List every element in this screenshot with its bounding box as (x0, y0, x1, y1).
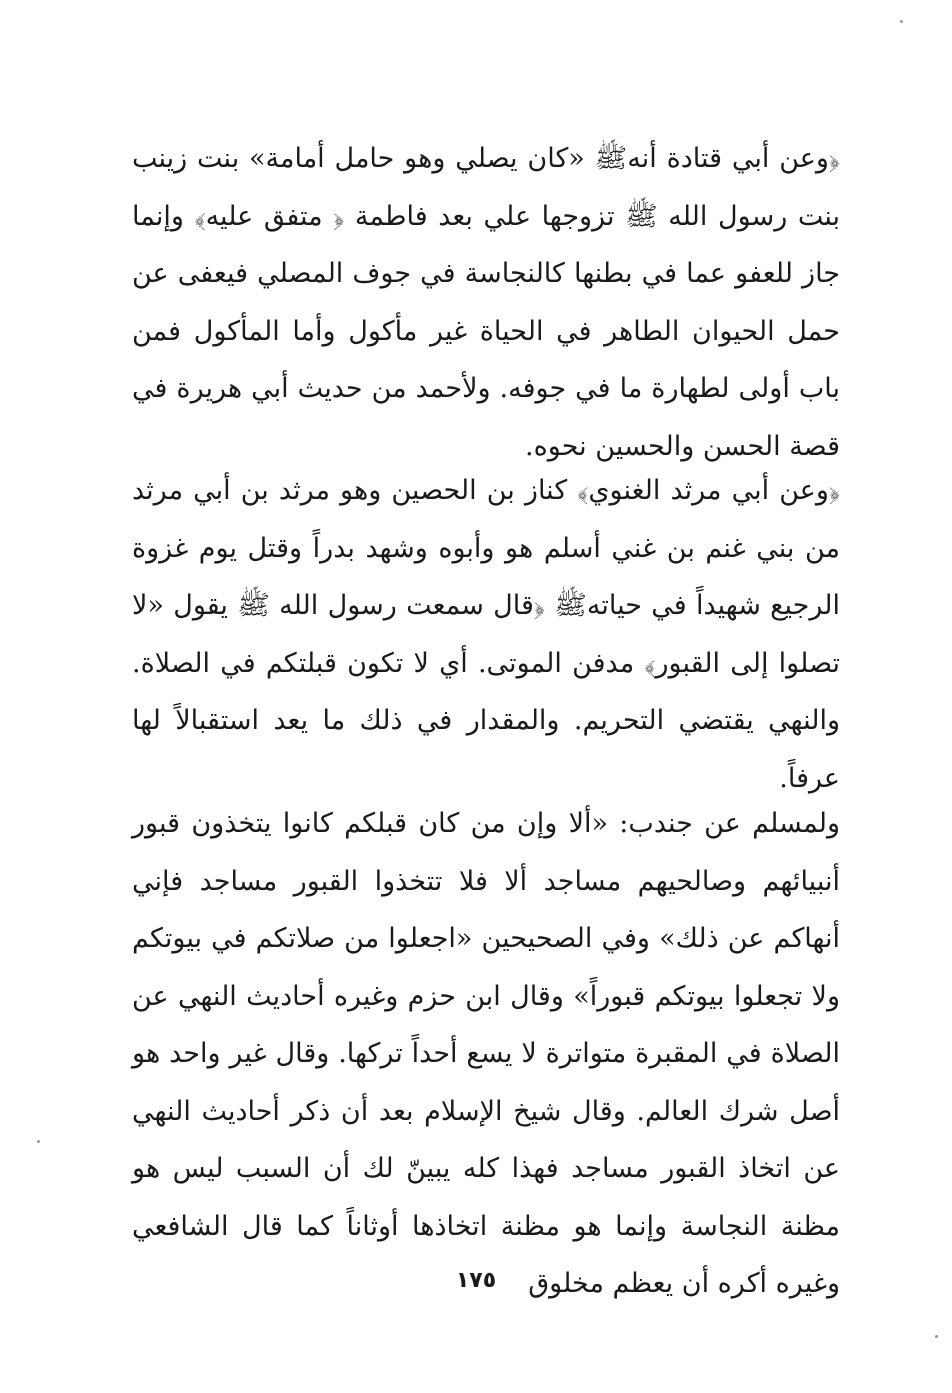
scan-speck (37, 1140, 40, 1143)
paragraph-abu-qatada: ﴿وعن أبي قتادة أنهﷺ «كان يصلي وهو حامل أمامة» بنت زينب بنت رسول الله ﷺ تزوجها علي بعد فاطمة ﴿ متفق عليه﴾ وإنما جاز للعفو عما في بطنها كالنجاسة في جوف المصلي فيعفى عن حمل الحيوان الطاهر في الحياة غير مأكول وأما المأكول فمن باب أولى لطهارة ما في جوفه. ولأحمد من حديث أبي هريرة في قصة الحسن والحسين نحوه. (132, 143, 840, 462)
paragraph-abu-marthad: ﴿وعن أبي مرثد الغنوي﴾ كناز بن الحصين وهو مرثد بن أبي مرثد من بني غنم بن غني أسلم هو وأبوه وشهد بدراً وقتل يوم غزوة الرجيع شهيداً في حياتهﷺ ﴿قال سمعت رسول الله ﷺ يقول «لا تصلوا إلى القبور﴾ مدفن الموتى. أي لا تكون قبلتكم في الصلاة. والنهي يقتضي التحريم. والمقدار في ذلك ما يعد استقبالاً لها عرفاً. (132, 475, 840, 794)
page-number: ١٧٥ (455, 1268, 497, 1293)
scan-speck (900, 20, 903, 23)
paragraph-muslim-jundab: ولمسلم عن جندب: «ألا وإن من كان قبلكم كانوا يتخذون قبور أنبيائهم وصالحيهم مساجد ألا فلا تتخذوا القبور مساجد فإني أنهاكم عن ذلك» وفي الصحيحين «اجعلوا من صلاتكم في بيوتكم ولا تجعلوا بيوتكم قبوراً» وقال ابن حزم وغيره أحاديث النهي عن الصلاة في المقبرة متواترة لا يسع أحداً تركها. وقال غير واحد هو أصل شرك العالم. وقال شيخ الإسلام بعد أن ذكر أحاديث النهي عن اتخاذ القبور مساجد فهذا كله يبينّ لك أن السبب ليس هو مظنة النجاسة وإنما هو مظنة اتخاذها أوثاناً كما قال الشافعي وغيره أكره أن يعظم مخلوق (132, 808, 840, 1299)
scan-speck (935, 1335, 938, 1338)
